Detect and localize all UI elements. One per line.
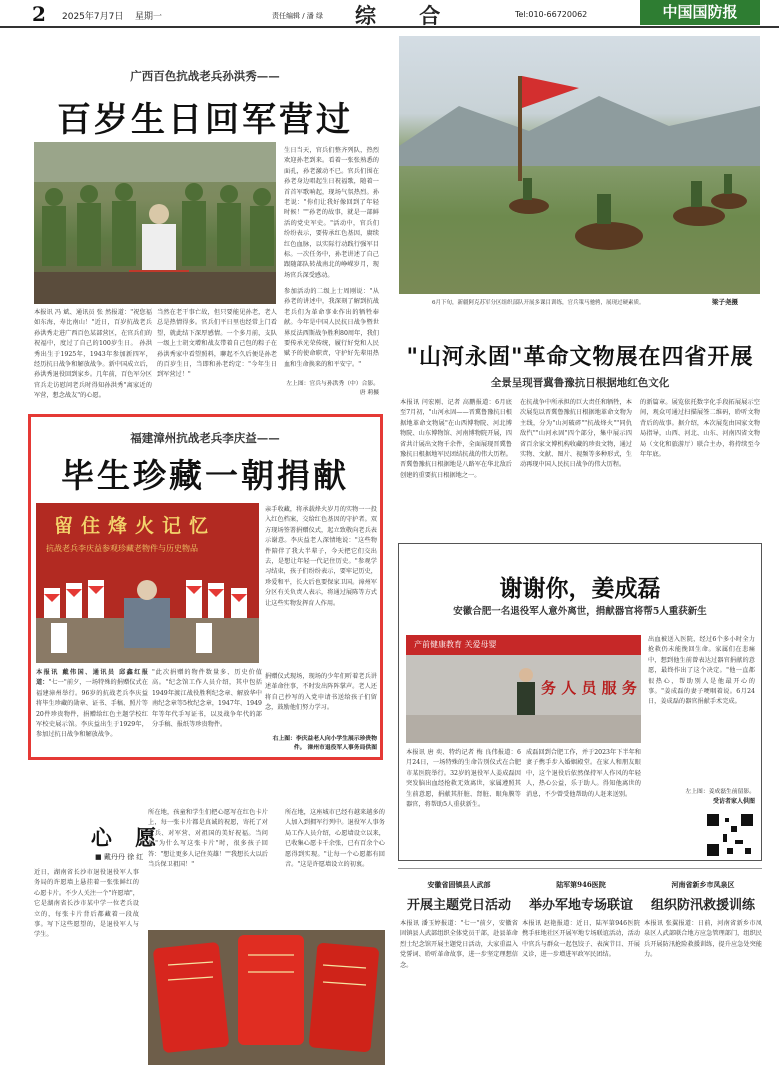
article5-photo — [406, 635, 641, 743]
article4-subtitle: 全景呈现晋冀鲁豫抗日根据地红色文化 — [490, 377, 670, 389]
qr-code-icon[interactable] — [705, 812, 755, 858]
article2-col-right: 亲手收藏，将承载烽火岁月的实物一一投入红色档案，交给红色基因的守护者。双方现场签署捐赠仪式，起立致敬向老兵表示谢意。李庆益老人深情地说："这些物件陪伴了我大半辈子，今天把它们交出去，是想让年轻一代记住历史。"参观学习结束，孩子们纷纷表示，要牢记历史，珍爱和平，长大后也要保家卫国。漳州军分区有关负责人表示，将通过展陈等方式让这些实物发挥育人作用。 — [265, 506, 377, 607]
cavalry-training-photo — [399, 36, 760, 294]
newspaper-logo: 中国国防报 — [640, 0, 760, 25]
children-and-veteran-photo — [36, 558, 259, 663]
article2-dateline: 本报讯 戴伟国、通讯员 邱鑫红报道： — [36, 669, 148, 687]
article2-lead: "七一"前夕，一场特殊的捐赠仪式在福建漳州举行。96岁的抗战老兵李庆益将毕生珍藏的勋章、证书、手稿、照片等20件珍贵物件，捐赠给红色主题学校红军校史展示馆。李庆益出生于1929年，参加过抗日战争和解放战争。 — [36, 679, 148, 739]
article1-author: 左上图：官兵与孙洪秀（中）合影。 唐 莉摄 — [286, 381, 379, 396]
article1-caption-col1 — [34, 308, 152, 398]
article1-lead-2: 孙洪秀出生于1925年，1943年参加新四军，经历抗日战争和解放战争。新中国成立后，孙洪秀退役回到家乡。几年前，百色军分区官兵走访慰问老兵时得知孙洪秀"离家近的军营，想念战友"的心愿。 — [34, 340, 153, 400]
article3-col3: 所在地，这座城市已经有越来越多的人加入到拥军行列中。退役军人事务局工作人员介绍，心愿墙设立以来，已收集心愿卡千余张，已有百余个心愿得到实现。"让每一个心愿都有回音。"这是许愿墙设立的初衷。 — [285, 809, 385, 869]
brief-3 — [644, 880, 762, 1069]
brief-2-text: 本报讯 赵艳报道：近日，陆军第946医院携手驻地社区开展军地专场联谊活动，活动中官兵与群众一起包饺子、表演节目、开展义诊，进一步增进军政军民团结。 — [522, 920, 640, 959]
article1-col3: 参加活动的二级上士周刚说："从孙老的讲述中，我深刻了解到抗战老兵们为革命事业作出的牺牲奉献。今年是中国人民抗日战争暨世界反法西斯战争胜利80周年，我们要传承光荣传统，履行好党和人民赋予的使命职责，守护好先辈用热血和生命换来的和平安宁。" — [284, 288, 379, 368]
photo-banner-sub: 抗战老兵李庆益参观珍藏老物件与历史物品 — [46, 544, 198, 553]
page-header — [0, 0, 779, 28]
article4-col1: 本报讯 闫宏刚、记者 高鹏报道：6月底至7月初，"山河永固——晋冀鲁豫抗日根据地革命文物展"在山西博物院、河北博物院、山东博物馆、河南博物院开展，四省共计展出文物千余件，全面展现晋冀鲁豫抗日根据地军民团结抗战的伟大历程。晋冀鲁豫抗日根据地是八路军在华北敌后创建的重要抗日根据地之一。 — [400, 399, 512, 479]
page-number: 2 — [32, 2, 46, 26]
brief-3-text: 本报讯 张翼报道：日前，河南省新乡市凤泉区人武部联合地方应急管理部门，组织民兵开展防汛抢险救援训练，提升应急处突能力。 — [644, 920, 762, 959]
editor-line: 责任编辑 / 潘 绿 — [272, 12, 324, 20]
article1-col2: 生日当天，官兵们整齐列队，热烈欢迎孙老到来。看着一张张熟悉的面孔，孙老激动不已。官兵们围在孙老身边唱起生日祝福歌，随着一首首军歌响起，现场气氛热烈。孙老说："你们让我好像回到了年轻时候！""孙老的故事，就是一部鲜活的党史军史。"活动中，官兵们纷纷表示，要传承红色基因，赓续红色血脉，以实际行动践行强军目标。一次任务中，孙老讲述了自己跟随部队转战南北的峥嵘岁月，现场官兵深受感动。 — [284, 147, 379, 279]
photo-floor — [406, 715, 641, 743]
brief-2-title: 举办军地专场联谊 — [528, 898, 633, 913]
article1-lead: 本报讯 冯 斌、通讯员 张 然报道："祝您福如东海，寿比南山！"近日，百岁抗战老兵孙洪秀走进广西百色某部营区，在官兵们的祝福中，度过了自己的100岁生日。 — [34, 309, 152, 348]
photo-red-banner: 产前健康教育 关爱母婴 — [406, 635, 641, 655]
article5-title: 谢谢你，姜成磊 — [499, 575, 661, 602]
article4-title: "山河永固"革命文物展在四省开展 — [406, 344, 754, 370]
brief-1-kicker: 安徽省固镇县人武部 — [427, 880, 491, 889]
article2-photo-credit: 右上图：李庆益老人向小学生展示珍贵物件。 漳州市退役军人事务局供图 — [272, 736, 377, 751]
brief-1-text: 本报讯 潘玉婷报道："七一"前夕，安徽省固镇县人武部组织全体党员干部，赴县革命烈士纪念馆开展主题党日活动，大家重温入党誓词、聆听革命故事，进一步坚定理想信念。 — [400, 920, 518, 969]
brief-2 — [522, 880, 640, 1069]
article5-photo-caption: 左上图：姜成磊生前留影。 — [685, 789, 755, 795]
brief-2-kicker: 陆军第946医院 — [556, 880, 606, 889]
article3-byline: ■ 戴丹丹 徐 红 — [95, 853, 144, 861]
weekday: 星期一 — [135, 12, 163, 22]
article5-col1: 本报讯 唐 奕、特约记者 梅 良伟报道：6月24日，一场特殊的生命告别仪式在合肥市某医院举行。32岁的退役军人姜成磊因突发脑出血经抢救无效离世，家属遵照其生前意愿，捐献其肝脏、肾脏、眼角膜等器官，将帮助5人重获新生。 — [406, 749, 521, 809]
horses-photo — [399, 36, 760, 294]
horses-credit: 梁子尧摄 — [712, 298, 738, 306]
article2-photo — [36, 503, 259, 663]
article4-col2: 在抗战争中所承担的巨大责任和牺牲，本次展览以晋冀鲁豫抗日根据地革命文物为主线，分为"山河破碎""抗战烽火""同仇敌忾""山河永固"四个部分，集中展示四省百余家文博机构收藏的珍贵文物，通过实物、文献、图片、视频等多种形式，生动再现中国人民抗日战争的伟大历程。 — [520, 399, 632, 469]
brief-1-title: 开展主题党日活动 — [406, 898, 511, 913]
photo-banner-text: 留住烽火记忆 — [54, 515, 217, 537]
briefs-divider — [398, 868, 762, 869]
article2-caption-col3: 捐赠仪式现场，现场的少年们听着老兵讲述革命往事，不时发出阵阵掌声。老人还将自己抄写的入党申请书送给孩子们留念，鼓励他们努力学习。 — [265, 673, 377, 712]
article2-kicker: 福建漳州抗战老兵李庆益—— — [130, 431, 280, 445]
article4-col3: 的新篇章。展览依托数字化手段拓展展示空间，观众可通过扫描展签二维码，聆听文物背后的故事。据介绍，本次展览由国家文物局指导，山西、河北、山东、河南四省文物局（文化和旅游厅）联合主办，将持续至今年年底。 — [640, 399, 760, 459]
article2-title: 毕生珍藏一朝捐献 — [61, 456, 349, 495]
section-title: 综 合 — [355, 3, 459, 28]
article5-col2: 成磊回到合肥工作，并于2023年下半年和妻子携手步入婚姻殿堂。在家人和朋友眼中，这个退役后依然保持军人作风的年轻人，热心公益，乐于助人。得知他离世的消息，不少曾受他帮助的人赶来送别。 — [526, 749, 641, 798]
wish-cards-photo — [148, 930, 385, 1065]
article3-title: 心 愿 — [90, 825, 165, 850]
issue-date: 2025年7月7日 — [62, 12, 124, 22]
brief-3-kicker: 河南省新乡市凤泉区 — [671, 880, 735, 889]
article5-credit: 受访者家人供图 — [712, 798, 755, 805]
article1-title: 百岁生日回军营过 — [57, 100, 353, 140]
article2-caption-col2: "此次捐赠的物件数量多、历史价值高。"纪念馆工作人员介绍，其中包括1949年渡江战役胜利纪念章、解放华中南纪念章等5枚纪念章，1947年、1949年等年代手写证书，以及战争年代的部分手稿、报纸等珍贵物件。 — [152, 669, 262, 729]
article3-photo — [148, 930, 385, 1065]
article2-caption-col1 — [36, 668, 148, 753]
article1-photo — [34, 142, 276, 304]
horses-caption: 6月下旬，新疆阿克苏军分区组织部队开展多课目训练，官兵策马驰骋，展现过硬素质。 — [432, 300, 645, 306]
article1-kicker: 广西百色抗战老兵孙洪秀—— — [130, 69, 280, 83]
article5-subtitle: 安徽合肥一名退役军人意外离世，捐献器官将帮5人重获新生 — [453, 606, 707, 617]
article1-col-bottom: 当然在老干事亡故，但只要能见孙老，老人总是热情得多。官兵们平日里也经常上门看望，就此结下深厚感情。一个多月前，支队一级上士胡文增和战友带着自己包的粽子在孙洪秀家中看望照料，聊起不久后便是孙老的百岁生日，当即和孙老约定："今年生日到军营过！" — [157, 309, 277, 379]
soldiers-group-photo — [34, 142, 276, 304]
brief-1 — [400, 880, 518, 1069]
article3-col1: 近日，湖南省长沙市退役退役军人事务局的许愿墙上悬挂着一张张鲜红的心愿卡片。不少人关注一个"许愿墙"，它是湖南省长沙市某中学一位老兵设立的，每张卡片背后都藏着一段故事。写下这些愿望的，是退役军人与学生。 — [34, 869, 139, 939]
photo-wall-text: 务 人 员 服 务 — [541, 679, 637, 697]
contact-phone: Tel:010-66720062 — [515, 10, 588, 19]
article5-col3: 出血被送入医院，经过6个多小时全力抢救仍未能挽回生命。家属们在悲痛中，想到他生前曾表达过器官捐献的意愿，最终作出了这个决定。"他一直都很热心，帮助别人是他最开心的事。"姜成磊的妻子哽咽着说。6月24日，姜成磊的器官捐献手术完成。 — [648, 636, 755, 706]
article3-col2: 所在地，孩童和学生们把心愿写在红色卡片上，每一张卡片都是真诚的祝愿，寄托了对老兵、对军营、对祖国的美好祝福。当问起"为什么写这张卡片"时，很多孩子回答："想让更多人记住英雄！""我想长大以后当兵保卫祖国！" — [148, 809, 268, 869]
brief-3-title: 组织防汛救援训练 — [650, 898, 755, 913]
